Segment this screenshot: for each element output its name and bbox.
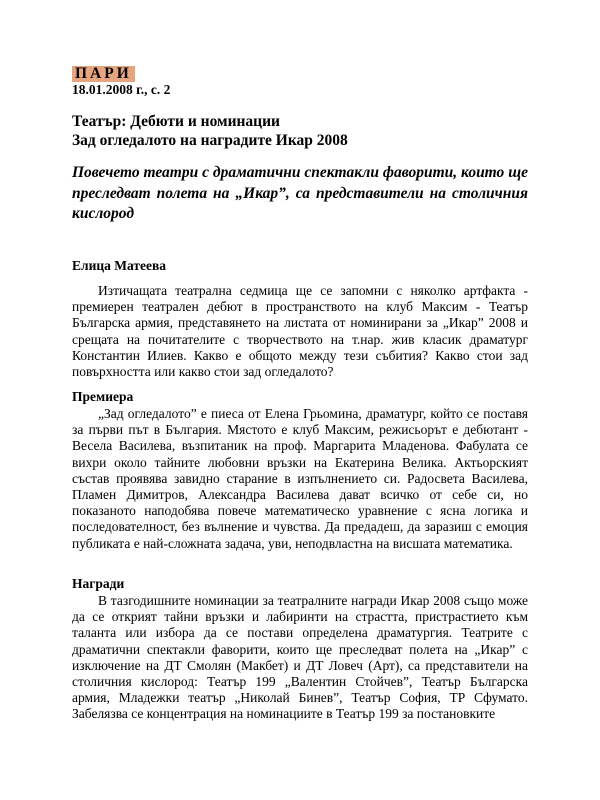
article-lead: Повечето театри с драматични спектакли фаворити, които ще преследват полета на „Икар”, са представители на столичния кислород	[72, 164, 528, 222]
section-heading-awards: Награди	[72, 576, 125, 591]
section-heading-premiere: Премиера	[72, 389, 134, 404]
publication-dateline: 18.01.2008 г., с. 2	[72, 82, 171, 97]
intro-paragraph: Изтичащата театрална седмица ще се запомни с няколко артфакта - премиерен театрален дебют в пространството на клуб Максим - Театър Българска армия, представянето на листата от номинирани за „Икар” 2008 и срещата на почитателите с творчеството на т.нар. жив класик драматург Константин Илиев. Какво е общото между тези събития? Какво стои зад повърхността или какво стои зад огледалото?	[72, 283, 528, 380]
article-author: Елица Матеева	[72, 258, 167, 273]
newspaper-logo: ПАРИ	[72, 66, 135, 82]
premiere-paragraph: „Зад огледалото” е пиеса от Елена Грьомина, драматург, който се поставя за първи път в България. Мястото е клуб Максим, режисьорът е дебютант - Весела Василева, възпитаник на проф. Маргарита Младенова. Фабулата се вихри около тайните любовни връзки на Екатерина Велика. Актьорският състав проявява завидно старание в изпълнението си. Радосвета Василева, Пламен Димитров, Александра Василева дават всичко от себе си, но показаното наподобява повече математическо уравнение с ясна логика и последователност, без вълнение и чувства. Да предадеш, да заразиш с емоция публиката е най-сложната задача, уви, неподвластна на висшата математика.	[72, 406, 528, 551]
article-rubric: Театър: Дебюти и номинации	[72, 113, 280, 130]
awards-paragraph: В тазгодишните номинации за театралните награди Икар 2008 също може да се открият тайни връзки и лабиринти на страстта, пристрастието към таланта или избора да се постави определена драматургия. Театрите с драматични спектакли фаворити, които ще преследват полета на „Икар” с изключение на ДТ Смолян (Макбет) и ДТ Ловеч (Арт), са представители на столичния кислород: Театър 199 „Валентин Стойчев”, Театър Българска армия, Младежки театър „Николай Бинев”, Театър София, ТР Сфумато. Забелязва се концентрация на номинациите в Театър 199 за постановките	[72, 593, 528, 722]
article-title: Зад огледалото на наградите Икар 2008	[72, 132, 348, 149]
